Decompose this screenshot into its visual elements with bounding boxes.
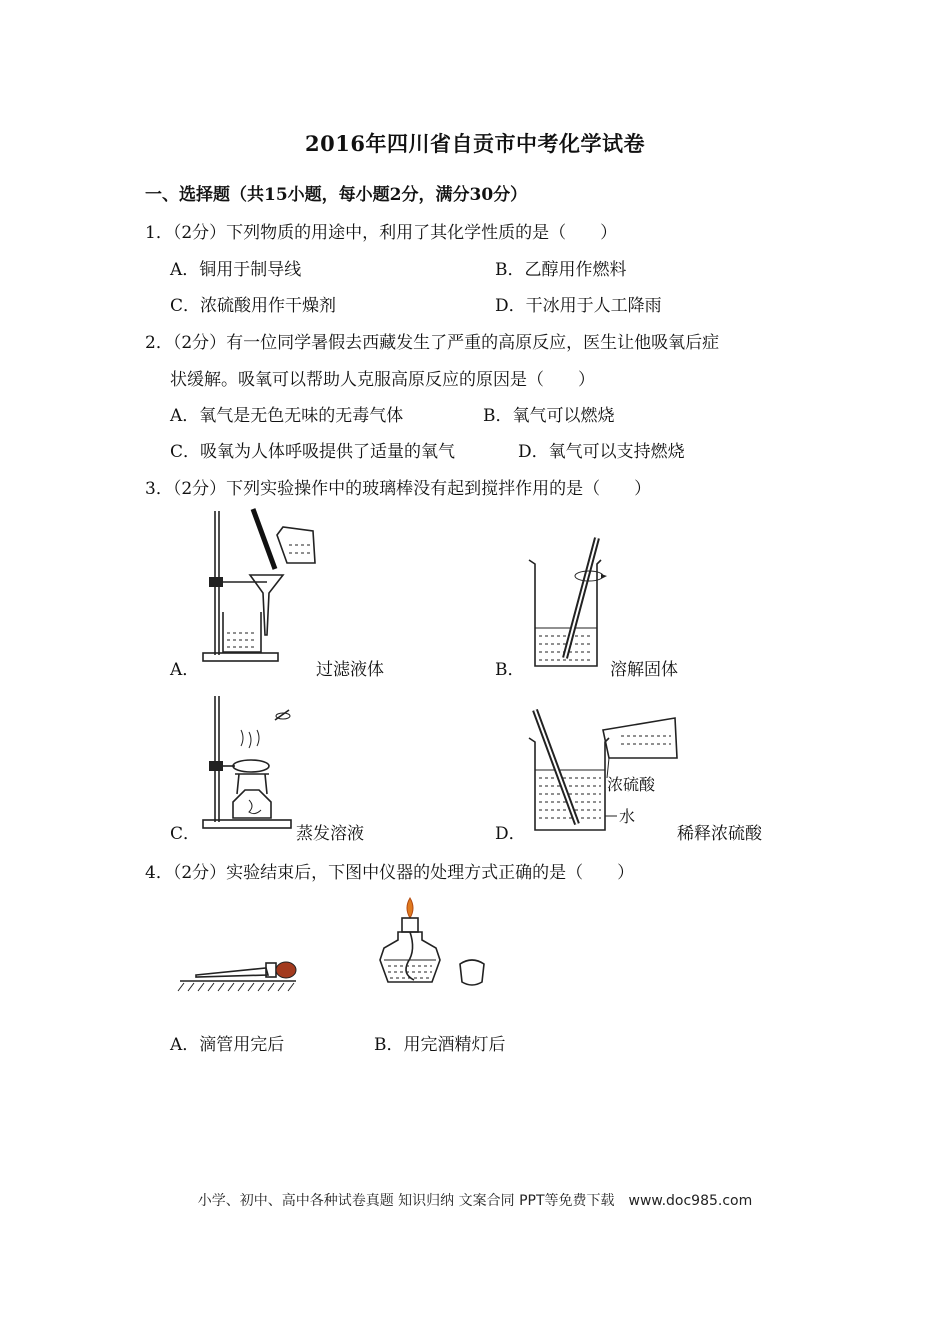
water-label: 水 xyxy=(619,807,636,826)
question-3-stem: 3．（2分）下列实验操作中的玻璃棒没有起到搅拌作用的是（ ） xyxy=(145,479,652,499)
evaporation-figure xyxy=(195,690,300,835)
question-3-option-c-caption: 蒸发溶液 xyxy=(296,824,364,844)
question-1-option-b: B．乙醇用作燃料 xyxy=(495,260,627,280)
question-2-stem-line-2: 状缓解。吸氧可以帮助人克服高原反应的原因是（ ） xyxy=(170,370,595,390)
filtration-figure xyxy=(195,505,325,665)
question-4-stem: 4．（2分）实验结束后，下图中仪器的处理方式正确的是（ ） xyxy=(145,863,635,883)
dilution-figure xyxy=(525,706,695,834)
question-3-option-c-letter: C． xyxy=(170,824,201,844)
question-1-option-a: A．铜用于制导线 xyxy=(170,260,302,280)
section-heading: 一、选择题（共15小题，每小题2分，满分30分） xyxy=(145,185,528,205)
question-4-option-b: B．用完酒精灯后 xyxy=(374,1035,506,1055)
page-footer: 小学、初中、高中各种试卷真题 知识归纳 文案合同 PPT等免费下载 www.doc985.com xyxy=(197,1193,753,1209)
question-2-option-c: C．吸氧为人体呼吸提供了适量的氧气 xyxy=(170,442,456,462)
question-1-option-d: D．干冰用于人工降雨 xyxy=(495,296,662,316)
acid-label: 浓硫酸 xyxy=(607,775,656,794)
dropper-figure xyxy=(176,955,301,995)
alcohol-lamp-figure xyxy=(380,890,505,1000)
page-title: 2016年四川省自贡市中考化学试卷 xyxy=(305,131,645,156)
question-2-option-b: B．氧气可以燃烧 xyxy=(483,406,615,426)
question-3-option-b-caption: 溶解固体 xyxy=(610,660,678,680)
question-3-option-a-caption: 过滤液体 xyxy=(316,660,384,680)
question-2-stem-line-1: 2．（2分）有一位同学暑假去西藏发生了严重的高原反应，医生让他吸氧后症 xyxy=(145,333,720,353)
question-2-option-a: A．氧气是无色无味的无毒气体 xyxy=(170,406,404,426)
question-1-option-c: C．浓硫酸用作干燥剂 xyxy=(170,296,337,316)
question-4-option-a: A．滴管用完后 xyxy=(170,1035,285,1055)
question-2-option-d: D．氧气可以支持燃烧 xyxy=(518,442,685,462)
question-3-option-d-letter: D． xyxy=(495,824,526,844)
question-1-stem: 1．（2分）下列物质的用途中，利用了其化学性质的是（ ） xyxy=(145,223,618,243)
dissolving-figure xyxy=(525,530,615,670)
question-3-option-a-letter: A． xyxy=(170,660,200,680)
question-3-option-d-caption: 稀释浓硫酸 xyxy=(677,824,762,844)
question-3-option-b-letter: B． xyxy=(495,660,525,680)
